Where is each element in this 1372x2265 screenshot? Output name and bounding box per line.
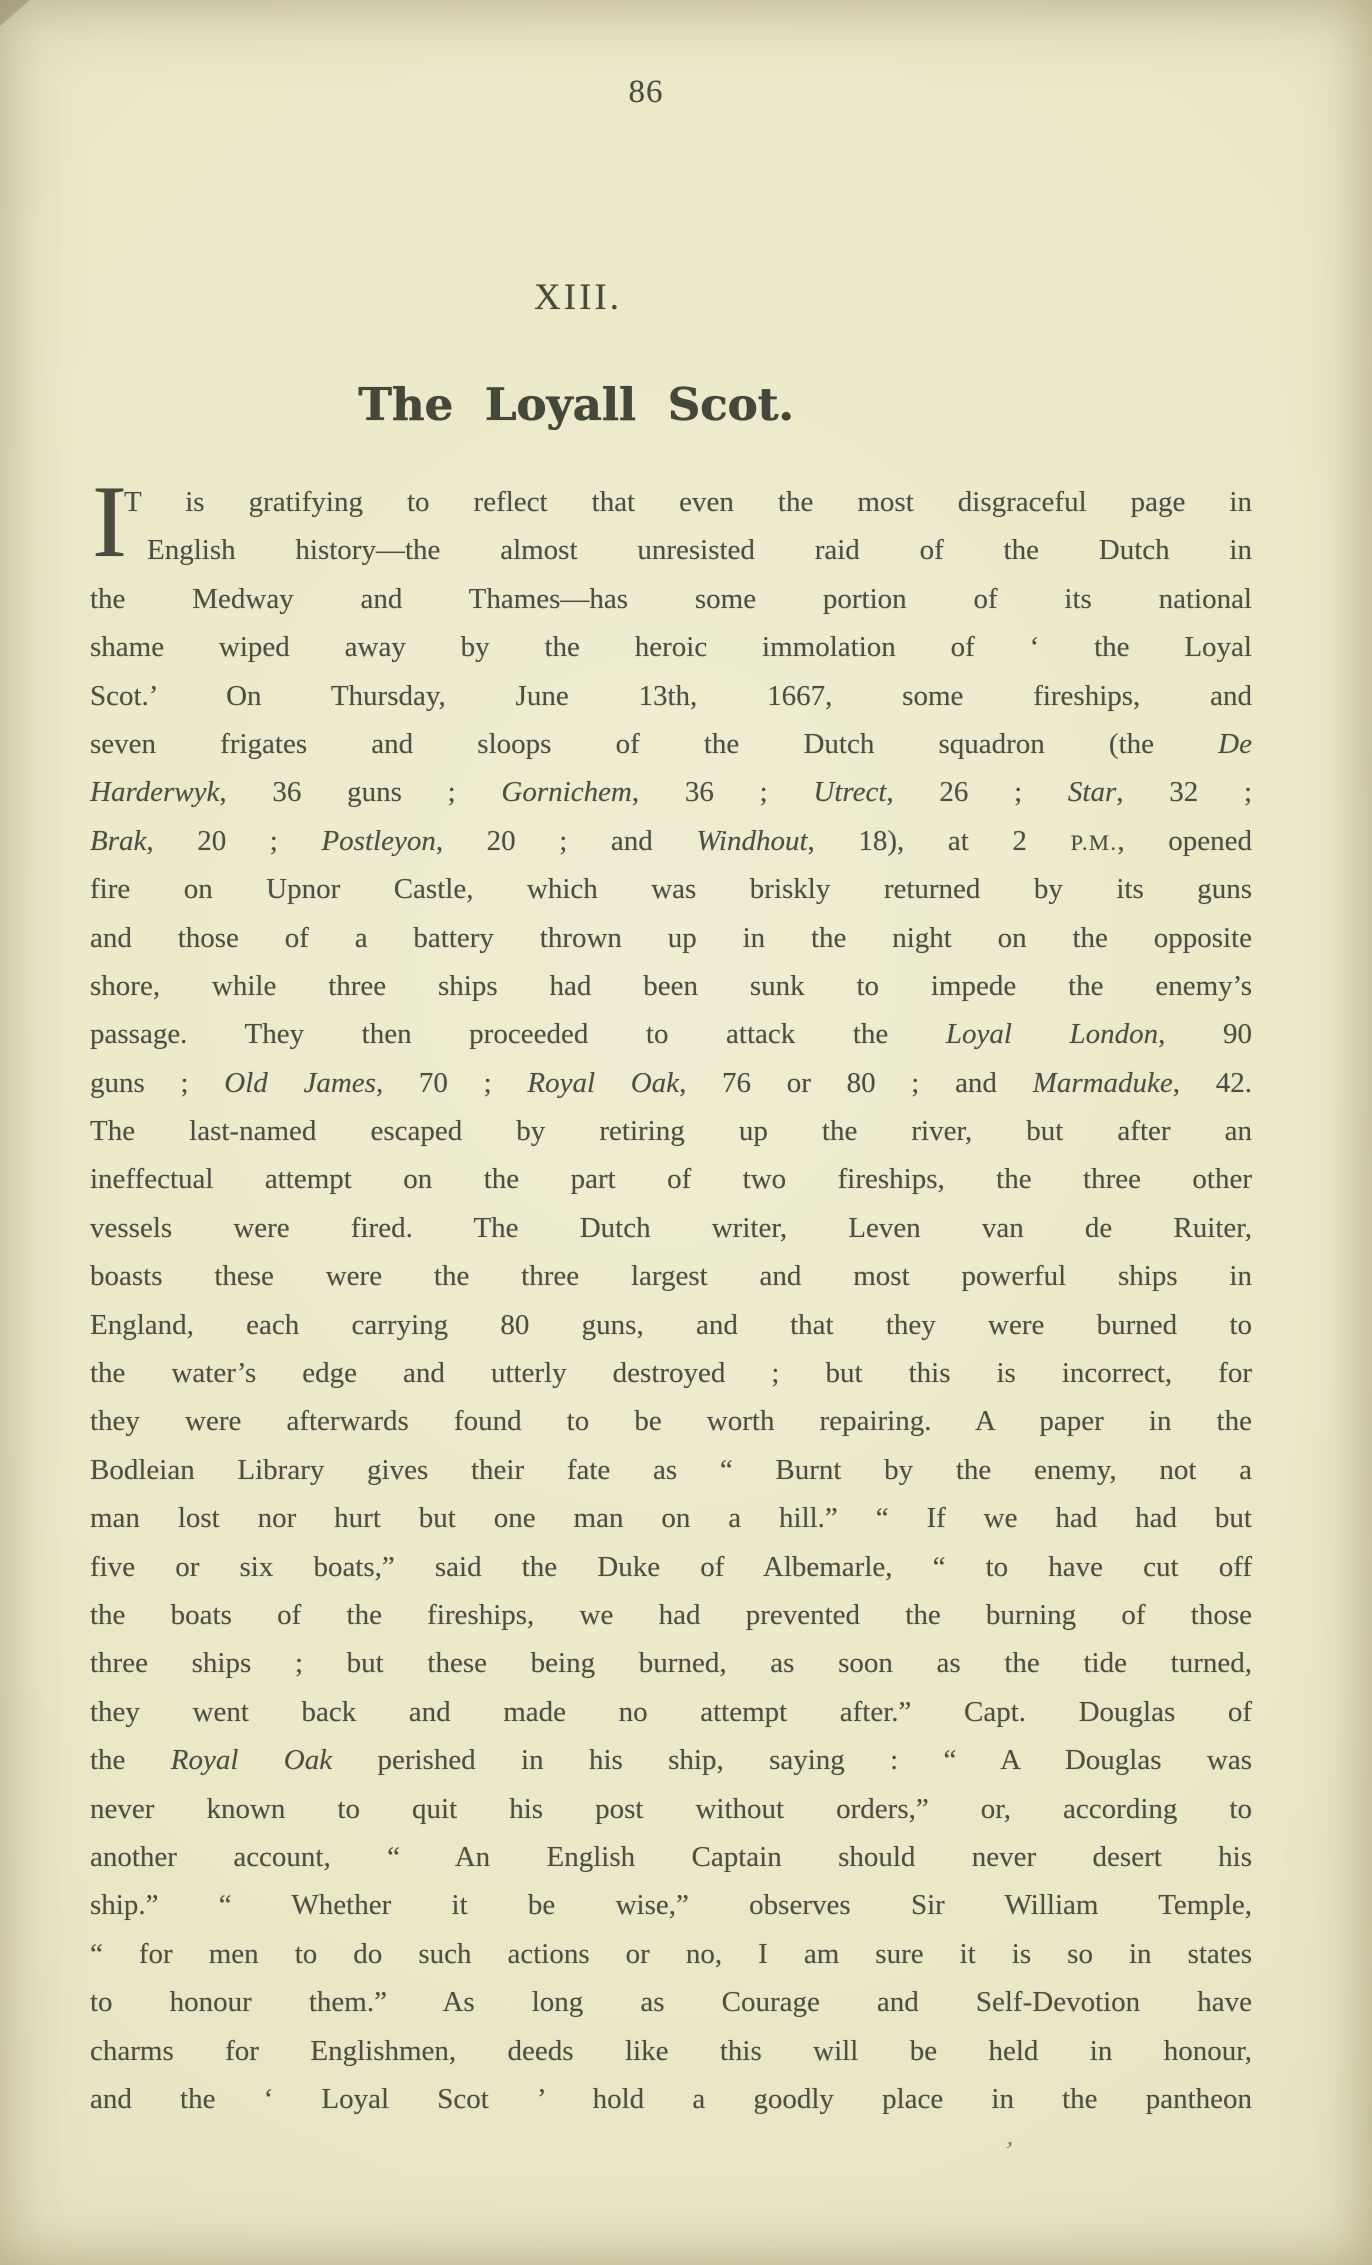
page-number: 86 [628, 74, 664, 110]
text-line: the boats of the fireships, we had prevented the burning of those [90, 1598, 1252, 1631]
text-line: Brak, 20 ; Postleyon, 20 ; and Windhout, 18), at 2 P.M., opened [90, 824, 1252, 857]
text-line: and those of a battery thrown up in the night on the opposite [90, 921, 1252, 954]
text-line: to honour them.” As long as Courage and Self-Devotion have [90, 1986, 1252, 2019]
text-line: they were afterwards found to be worth repairing. A paper in the [90, 1405, 1252, 1438]
text-line: man lost nor hurt but one man on a hill.” “ If we had had but [90, 1502, 1252, 1535]
text-line: boasts these were the three largest and most powerful ships in [90, 1260, 1252, 1293]
text-line: five or six boats,” said the Duke of Albemarle, “ to have cut off [90, 1550, 1252, 1583]
text-line: ship.” “ Whether it be wise,” observes Sir William Temple, [90, 1889, 1252, 1922]
chapter-numeral: XIII. [534, 277, 622, 318]
text-line: the water’s edge and utterly destroyed ; but this is incorrect, for [90, 1357, 1252, 1390]
text-line: three ships ; but these being burned, as soon as the tide turned, [90, 1647, 1252, 1680]
text-line: shame wiped away by the heroic immolation of ‘ the Loyal [90, 631, 1252, 664]
text-line: Scot.’ On Thursday, June 13th, 1667, some fireships, and [90, 679, 1252, 712]
text-line: guns ; Old James, 70 ; Royal Oak, 76 or 80 ; and Marmaduke, 42. [90, 1066, 1253, 1099]
text-line: shore, while three ships had been sunk to impede the enemy’s [90, 969, 1252, 1002]
drop-cap: I [92, 465, 127, 579]
body-text [90, 465, 1253, 2123]
text-line: they went back and made no attempt after.” Capt. Douglas of [90, 1695, 1252, 1728]
text-line: the Royal Oak perished in his ship, saying : “ A Douglas was [90, 1744, 1252, 1777]
text-line: Harderwyk, 36 guns ; Gornichem, 36 ; Utrect, 26 ; Star, 32 ; [90, 776, 1253, 809]
text-line: never known to quit his post without orders,” or, according to [90, 1792, 1252, 1825]
text-line: T is gratifying to reflect that even the most disgraceful page in [124, 486, 1252, 518]
text-line: seven frigates and sloops of the Dutch squadron (the De [90, 727, 1252, 760]
text-line: Bodleian Library gives their fate as “ Burnt by the enemy, not a [90, 1453, 1252, 1486]
text-line: charms for Englishmen, deeds like this will be held in honour, [90, 2034, 1252, 2067]
text-line: another account, “ An English Captain should never desert his [90, 1840, 1252, 1873]
text-line: the Medway and Thames—has some portion of its national [90, 582, 1252, 615]
page-title: The Loyall Scot. [358, 378, 794, 431]
text-line: and the ‘ Loyal Scot ’ hold a goodly place in the pantheon [90, 2082, 1252, 2115]
text-line: ineffectual attempt on the part of two fireships, the three other [90, 1163, 1252, 1196]
text-line: passage. They then proceeded to attack the Loyal London, 90 [90, 1018, 1253, 1051]
text-line: fire on Upnor Castle, which was briskly returned by its guns [90, 873, 1252, 906]
text-line: England, each carrying 80 guns, and that they were burned to [90, 1308, 1252, 1341]
text-line: “ for men to do such actions or no, I am sure it is so in states [90, 1937, 1252, 1970]
text-line: English history—the almost unresisted raid of the Dutch in [147, 534, 1252, 567]
text-line: The last-named escaped by retiring up the river, but after an [90, 1115, 1252, 1148]
stray-mark: ’ [1001, 2135, 1016, 2166]
text-line: vessels were fired. The Dutch writer, Leven van de Ruiter, [90, 1211, 1252, 1244]
